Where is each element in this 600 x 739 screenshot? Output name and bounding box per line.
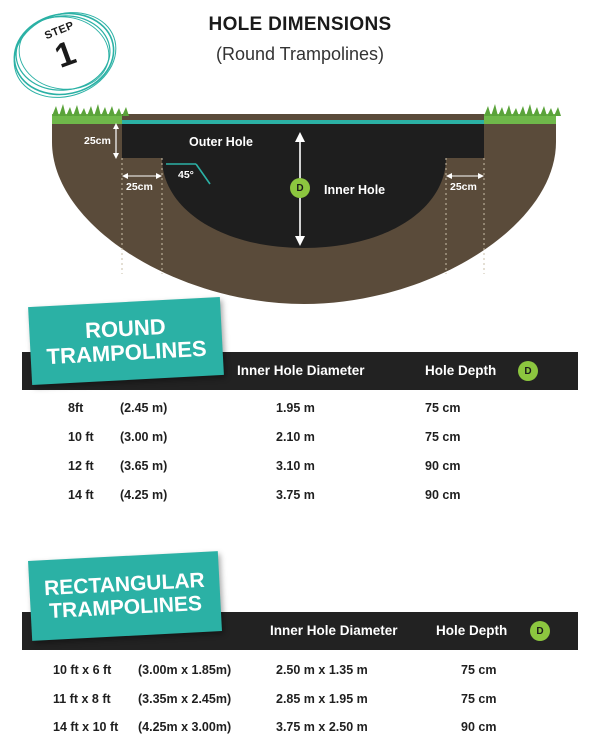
round-row-2-size: 10 ft xyxy=(68,430,94,444)
offset-right-label: 25cm xyxy=(450,181,477,193)
round-row-4-metric: (4.25 m) xyxy=(120,488,168,502)
rect-row-1-size: 10 ft x 6 ft xyxy=(53,663,112,677)
rect-row-1-diameter: 2.50 m x 1.35 m xyxy=(276,663,368,677)
rect-row-2-metric: (3.35m x 2.45m) xyxy=(138,692,232,706)
round-depth-marker-badge: D xyxy=(518,361,538,381)
round-row-3-diameter: 3.10 m xyxy=(276,459,315,473)
round-col-inner-diameter: Inner Hole Diameter xyxy=(237,363,365,378)
depth-marker-badge: D xyxy=(290,178,310,198)
angle-label: 45° xyxy=(178,169,194,181)
offset-left-label: 25cm xyxy=(126,181,153,193)
rect-row-2-depth: 75 cm xyxy=(461,692,497,706)
round-row-3-size: 12 ft xyxy=(68,459,94,473)
round-row-1-size: 8ft xyxy=(68,401,84,415)
rectangular-trampolines-tag xyxy=(28,551,222,641)
outer-hole-label: Outer Hole xyxy=(189,135,253,149)
rect-depth-marker-badge: D xyxy=(530,621,550,641)
round-row-4-diameter: 3.75 m xyxy=(276,488,315,502)
round-row-1-diameter: 1.95 m xyxy=(276,401,315,415)
step-label: STEP xyxy=(43,19,76,43)
rect-row-1-metric: (3.00m x 1.85m) xyxy=(138,663,232,677)
rect-col-inner-diameter: Inner Hole Diameter xyxy=(270,623,398,638)
rect-row-3-diameter: 3.75 m x 2.50 m xyxy=(276,720,368,734)
rect-row-3-depth: 90 cm xyxy=(461,720,497,734)
inner-hole-label: Inner Hole xyxy=(324,183,386,197)
rect-col-hole-depth: Hole Depth xyxy=(436,623,508,638)
round-row-3-depth: 90 cm xyxy=(425,459,461,473)
hole-cross-section xyxy=(0,96,600,316)
round-row-1-depth: 75 cm xyxy=(425,401,461,415)
rect-row-2-size: 11 ft x 8 ft xyxy=(53,692,111,706)
round-trampolines-tag xyxy=(28,297,224,385)
rect-tag-line2: TRAMPOLINES xyxy=(48,592,203,623)
round-col-hole-depth: Hole Depth xyxy=(425,363,497,378)
round-row-4-size: 14 ft xyxy=(68,488,94,502)
depth-left-label: 25cm xyxy=(84,135,111,147)
round-tag-line2: TRAMPOLINES xyxy=(45,335,208,370)
rect-row-2-diameter: 2.85 m x 1.95 m xyxy=(276,692,368,706)
round-row-4-depth: 90 cm xyxy=(425,488,461,502)
rect-tag-line1: RECTANGULAR xyxy=(43,568,206,601)
round-row-3-metric: (3.65 m) xyxy=(120,459,168,473)
round-row-2-depth: 75 cm xyxy=(425,430,461,444)
hole-diagram xyxy=(0,96,600,316)
rect-row-1-depth: 75 cm xyxy=(461,663,497,677)
round-tag-line1: ROUND xyxy=(84,313,167,343)
page-title: HOLE DIMENSIONS xyxy=(208,14,392,35)
round-row-1-metric: (2.45 m) xyxy=(120,401,168,415)
hole-rim xyxy=(122,120,484,124)
page-subtitle: (Round Trampolines) xyxy=(215,44,385,64)
grass-left-icon xyxy=(52,104,129,124)
round-row-2-metric: (3.00 m) xyxy=(120,430,168,444)
rect-row-3-size: 14 ft x 10 ft xyxy=(53,720,119,734)
step-number: 1 xyxy=(50,33,81,76)
grass-right-icon xyxy=(484,104,561,124)
round-row-2-diameter: 2.10 m xyxy=(276,430,315,444)
rect-row-3-metric: (4.25m x 3.00m) xyxy=(138,720,232,734)
